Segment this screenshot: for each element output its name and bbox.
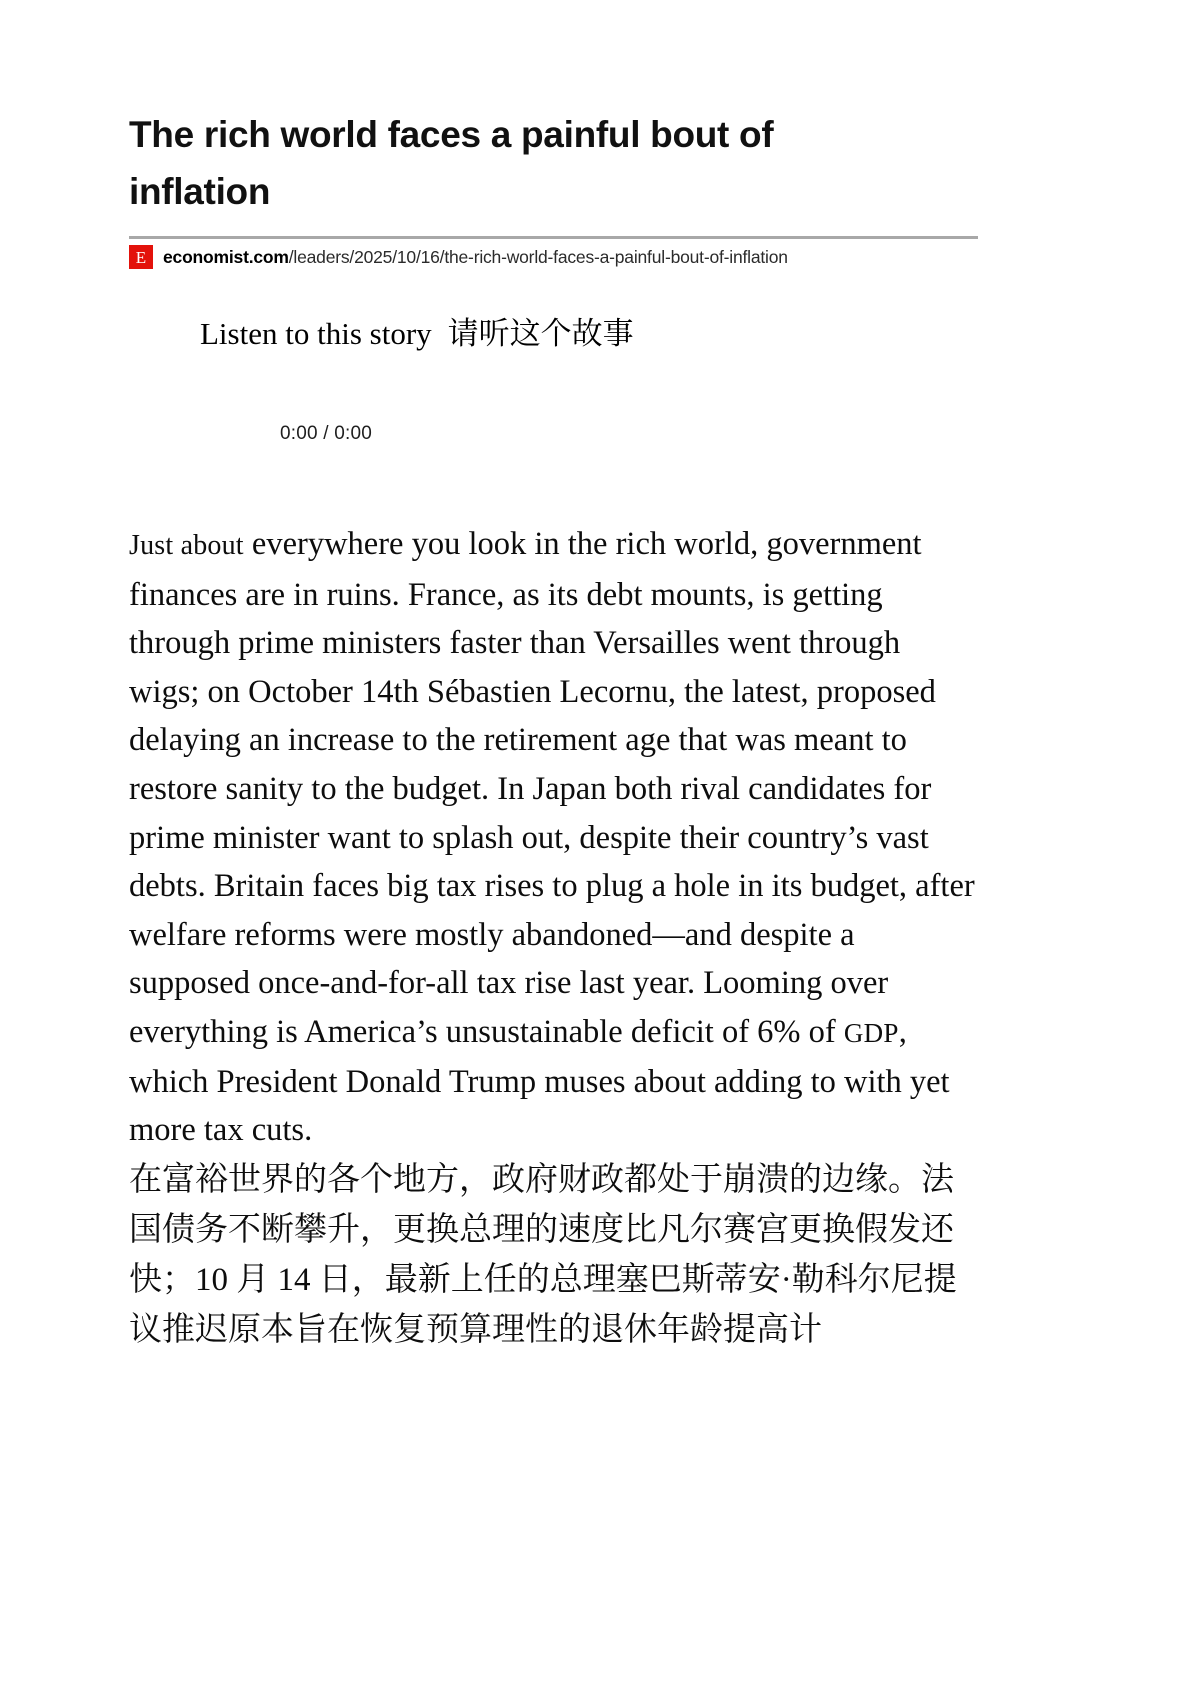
title-divider	[129, 236, 978, 239]
paragraph-lead-in: Just about	[129, 530, 244, 561]
paragraph-text-chinese: 在富裕世界的各个地方，政府财政都处于崩溃的边缘。法国债务不断攀升，更换总理的速度比凡尔赛宫更换假发还快；10 月 14 日，最新上任的总理塞巴斯蒂安·勒科尔尼提议推迟原本旨在恢复预算理性的退休年龄提高计	[129, 1161, 957, 1348]
paragraph-text-part-1: everywhere you look in the rich world, government finances are in ruins. France, as its debt mounts, is getting through prime ministers faster than Versailles went through wigs; on October 14th Sébastien Lecornu, the latest, proposed delaying an increase to the retirement age that was meant to restore sanity to the budget. In Japan both rival candidates for prime minister want to splash out, despite their country’s vast debts. Britain faces big tax rises to plug a hole in its budget, after welfare reforms were mostly abandoned—and despite a supposed once-and-for-all tax rise last year. Looming over everything is America’s unsustainable deficit of 6% of	[129, 526, 975, 1050]
listen-label-zh: 请听这个故事	[447, 316, 634, 351]
audio-time-display: 0:00 / 0:00	[280, 423, 372, 444]
article-body	[129, 520, 975, 1355]
page-title: The rich world faces a painful bout of inflation	[129, 114, 774, 212]
source-url[interactable]	[163, 247, 788, 268]
paragraph-text-part-2: , which President Donald Trump muses about adding to with yet more tax cuts.	[129, 1013, 950, 1149]
listen-to-story-label	[200, 312, 634, 356]
url-path: /leaders/2025/10/16/the-rich-world-faces-a-painful-bout-of-inflation	[288, 246, 788, 267]
source-url-row[interactable]	[129, 243, 788, 271]
article-paragraph	[129, 520, 975, 1355]
economist-logo-icon: E	[129, 245, 153, 269]
url-domain: economist.com	[163, 246, 289, 267]
smallcaps-gdp: GDP	[843, 1017, 899, 1048]
listen-label-en: Listen to this story	[200, 316, 432, 351]
